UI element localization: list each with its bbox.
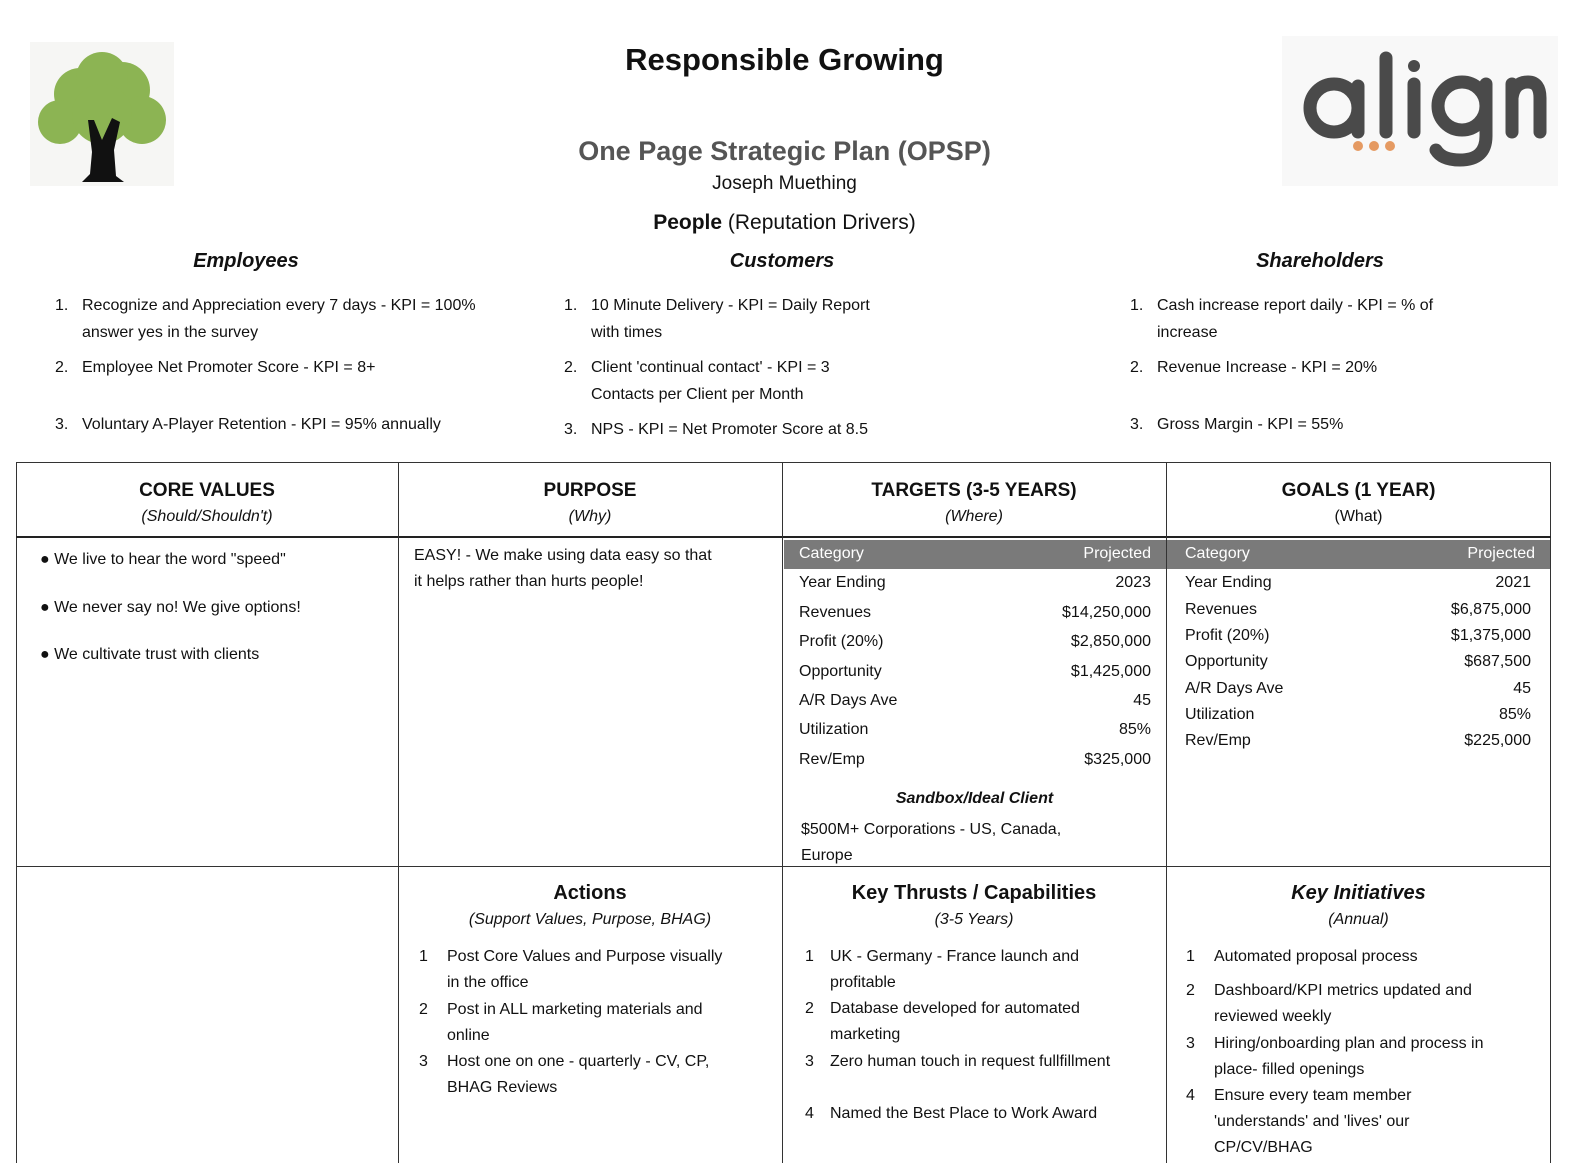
actions-header bbox=[398, 882, 782, 929]
initiatives-header bbox=[1166, 882, 1551, 929]
sandbox-text: $500M+ Corporations - US, Canada, Europe bbox=[801, 821, 1062, 864]
purpose-sub: (Why) bbox=[568, 508, 612, 525]
purpose-title: PURPOSE bbox=[543, 480, 637, 501]
actions-sub: (Support Values, Purpose, BHAG) bbox=[468, 911, 712, 928]
people-heading-rest: (Reputation Drivers) bbox=[722, 211, 916, 234]
purpose-header bbox=[398, 480, 782, 526]
col-category: Category bbox=[1185, 545, 1250, 562]
sandbox-title: Sandbox/Ideal Client bbox=[895, 790, 1054, 807]
list-item: 3. Gross Margin - KPI = 55% bbox=[1130, 416, 1344, 433]
list-item: 4 Named the Best Place to Work Award bbox=[805, 1105, 1098, 1122]
thrusts-title: Key Thrusts / Capabilities bbox=[851, 882, 1097, 904]
list-item: 1. 10 Minute Delivery - KPI = Daily Report with times bbox=[564, 297, 870, 341]
list-item: 3 Hiring/onboarding plan and process in place- filled openings bbox=[1186, 1035, 1484, 1078]
list-item: 3. Voluntary A-Player Retention - KPI = 95% annually bbox=[55, 416, 441, 433]
initiatives-title: Key Initiatives bbox=[1291, 882, 1426, 904]
page-title: Responsible Growing bbox=[625, 42, 944, 77]
customers-heading-wrap bbox=[596, 250, 968, 273]
list-item: 2 Dashboard/KPI metrics updated and reviewed weekly bbox=[1186, 982, 1472, 1025]
thrusts-header bbox=[782, 882, 1166, 929]
list-item: ● We never say no! We give options! bbox=[40, 599, 301, 616]
list-item: 1. Recognize and Appreciation every 7 days - KPI = 100% answer yes in the survey bbox=[55, 297, 476, 341]
list-item: 2. Revenue Increase - KPI = 20% bbox=[1130, 359, 1378, 376]
initiatives-sub: (Annual) bbox=[1328, 911, 1389, 928]
list-item: 3 Host one on one - quarterly - CV, CP, BHAG Reviews bbox=[419, 1053, 710, 1096]
list-item: 2. Client 'continual contact' - KPI = 3 Contacts per Client per Month bbox=[564, 359, 830, 403]
customers-heading: Customers bbox=[729, 250, 835, 272]
list-item: 1. Cash increase report daily - KPI = % of increase bbox=[1130, 297, 1434, 341]
targets-sub: (Where) bbox=[945, 508, 1003, 525]
goals-sub: (What) bbox=[1334, 508, 1383, 525]
employees-heading: Employees bbox=[193, 250, 299, 272]
list-item: 2. Employee Net Promoter Score - KPI = 8+ bbox=[55, 359, 376, 376]
table-header bbox=[1167, 540, 1550, 569]
plan-subtitle: One Page Strategic Plan (OPSP) bbox=[578, 136, 991, 166]
list-item: 1 Automated proposal process bbox=[1186, 948, 1418, 965]
list-item: 3. NPS - KPI = Net Promoter Score at 8.5 bbox=[564, 421, 868, 438]
list-item: ● We live to hear the word "speed" bbox=[40, 551, 286, 568]
core-values-sub: (Should/Shouldn't) bbox=[141, 508, 273, 525]
table-header bbox=[784, 540, 1166, 569]
col-projected: Projected bbox=[1467, 545, 1535, 562]
col-category: Category bbox=[799, 545, 864, 562]
list-item: 4 Ensure every team member 'understands' and 'lives' our CP/CV/BHAG bbox=[1186, 1087, 1412, 1156]
goals-header bbox=[1166, 480, 1551, 526]
column-divider bbox=[782, 462, 783, 1163]
header-divider bbox=[16, 536, 1551, 538]
targets-header bbox=[782, 480, 1166, 526]
author-name: Joseph Muething bbox=[712, 173, 857, 194]
col-projected: Projected bbox=[1083, 545, 1151, 562]
core-values-title: CORE VALUES bbox=[139, 480, 275, 501]
core-values-header bbox=[16, 480, 398, 526]
actions-title: Actions bbox=[553, 882, 627, 904]
goals-title: GOALS (1 YEAR) bbox=[1281, 480, 1436, 501]
purpose-text: EASY! - We make using data easy so that it helps rather than hurts people! bbox=[414, 547, 712, 590]
list-item: 1 Post Core Values and Purpose visually in the office bbox=[419, 948, 723, 991]
targets-title: TARGETS (3-5 YEARS) bbox=[871, 480, 1077, 501]
people-heading bbox=[0, 211, 1569, 235]
list-item: ● We cultivate trust with clients bbox=[40, 646, 260, 663]
list-item: 1 UK - Germany - France launch and profitable bbox=[805, 948, 1079, 991]
thrusts-sub: (3-5 Years) bbox=[934, 911, 1014, 928]
list-item: 3 Zero human touch in request fullfillment bbox=[805, 1053, 1111, 1070]
employees-heading-wrap bbox=[60, 250, 432, 273]
shareholders-heading: Shareholders bbox=[1256, 250, 1384, 272]
list-item: 2 Post in ALL marketing materials and online bbox=[419, 1001, 703, 1044]
list-item: 2 Database developed for automated marketing bbox=[805, 1000, 1080, 1043]
people-heading-bold: People bbox=[653, 211, 723, 234]
shareholders-heading-wrap bbox=[1134, 250, 1506, 273]
column-divider bbox=[398, 462, 399, 1163]
